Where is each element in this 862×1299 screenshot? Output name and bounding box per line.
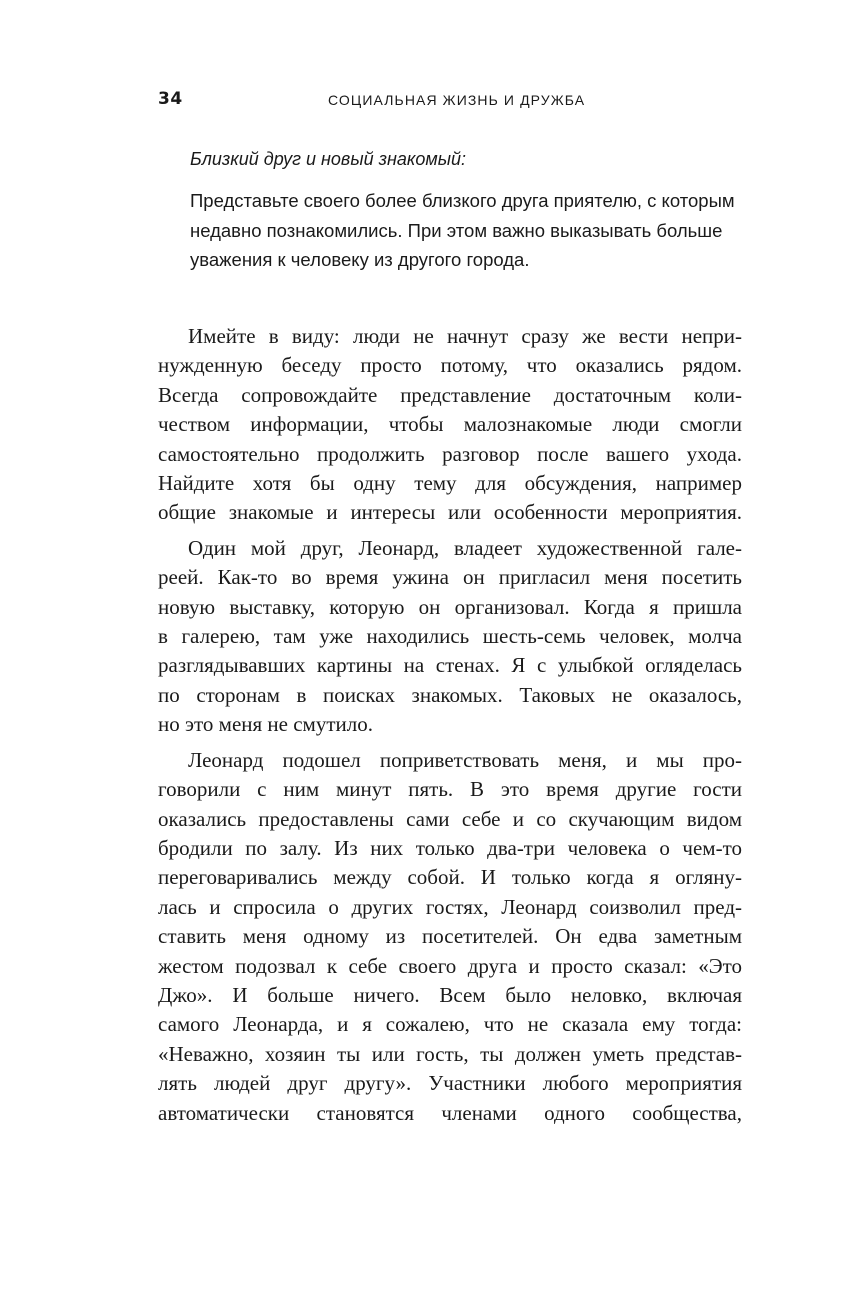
text-line: «Неважно, хозяин ты или гость, ты должен уметь представ-	[158, 1041, 742, 1066]
text-line: Имейте в виду: люди не начнут сразу же вести непри-	[188, 324, 742, 348]
text-line: ставить меня одному из посетителей. Он едва заметным	[158, 924, 742, 949]
text-line: реей. Как-то во время ужина он пригласил меня посетить	[158, 565, 742, 590]
text-line: самостоятельно продолжить разговор после вашего ухода.	[158, 441, 742, 466]
text-line: Один мой друг, Леонард, владеет художественной гале-	[188, 535, 742, 560]
paragraph	[158, 534, 742, 740]
tip-box-title: Близкий друг и новый знакомый:	[190, 149, 466, 169]
text-line: автоматически становятся членами одного сообщества,	[158, 1100, 742, 1125]
text-line: но это меня не смутило.	[158, 712, 373, 737]
text-line: новую выставку, которую он организовал. Когда я пришла	[158, 594, 742, 619]
text-line: самого Леонарда, и я сожалею, что не сказала ему тогда:	[158, 1012, 742, 1037]
text-line: оказались предоставлены сами себе и со скучающим видом	[158, 806, 742, 831]
text-line: жестом подозвал к себе своего друга и просто сказал: «Это	[158, 953, 742, 978]
paragraph	[158, 322, 742, 528]
text-line: нужденную беседу просто потому, что оказались рядом.	[158, 353, 742, 378]
paragraph	[158, 746, 742, 1128]
body-text	[158, 322, 742, 1128]
text-line: Всегда сопровождайте представление достаточным коли-	[158, 382, 742, 407]
text-line: Джо». И больше ничего. Всем было неловко, включая	[158, 982, 742, 1007]
text-line: Найдите хотя бы одну тему для обсуждения, например	[158, 471, 742, 496]
text-line: разглядывавших картины на стенах. Я с улыбкой огляделась	[158, 653, 742, 678]
text-line: общие знакомые и интересы или особенности мероприятия.	[158, 500, 742, 525]
text-line: лять людей друг другу». Участники любого мероприятия	[158, 1071, 742, 1096]
text-line: чеством информации, чтобы малознакомые люди смогли	[158, 412, 742, 437]
text-line: Леонард подошел поприветствовать меня, и мы про-	[188, 747, 742, 772]
text-line: переговаривались между собой. И только когда я огляну-	[158, 865, 742, 890]
text-line: по сторонам в поисках знакомых. Таковых не оказалось,	[158, 682, 742, 707]
tip-box	[190, 145, 735, 275]
text-line: бродили по залу. Из них только два-три человека о чем-то	[158, 835, 742, 860]
text-line: говорили с ним минут пять. В это время другие гости	[158, 777, 742, 802]
running-head: СОЦИАЛЬНАЯ ЖИЗНЬ И ДРУЖБА	[328, 92, 586, 108]
page-number: 34	[158, 89, 183, 109]
tip-box-text: Представьте своего более близкого друга приятелю, с которым недавно познакомились. При этом важно выказывать больше уважения к человеку из другого города.	[190, 190, 735, 271]
text-line: в галерею, там уже находились шесть-семь человек, молча	[158, 624, 742, 649]
text-line: лась и спросила о других гостях, Леонард соизволил пред-	[158, 894, 742, 919]
